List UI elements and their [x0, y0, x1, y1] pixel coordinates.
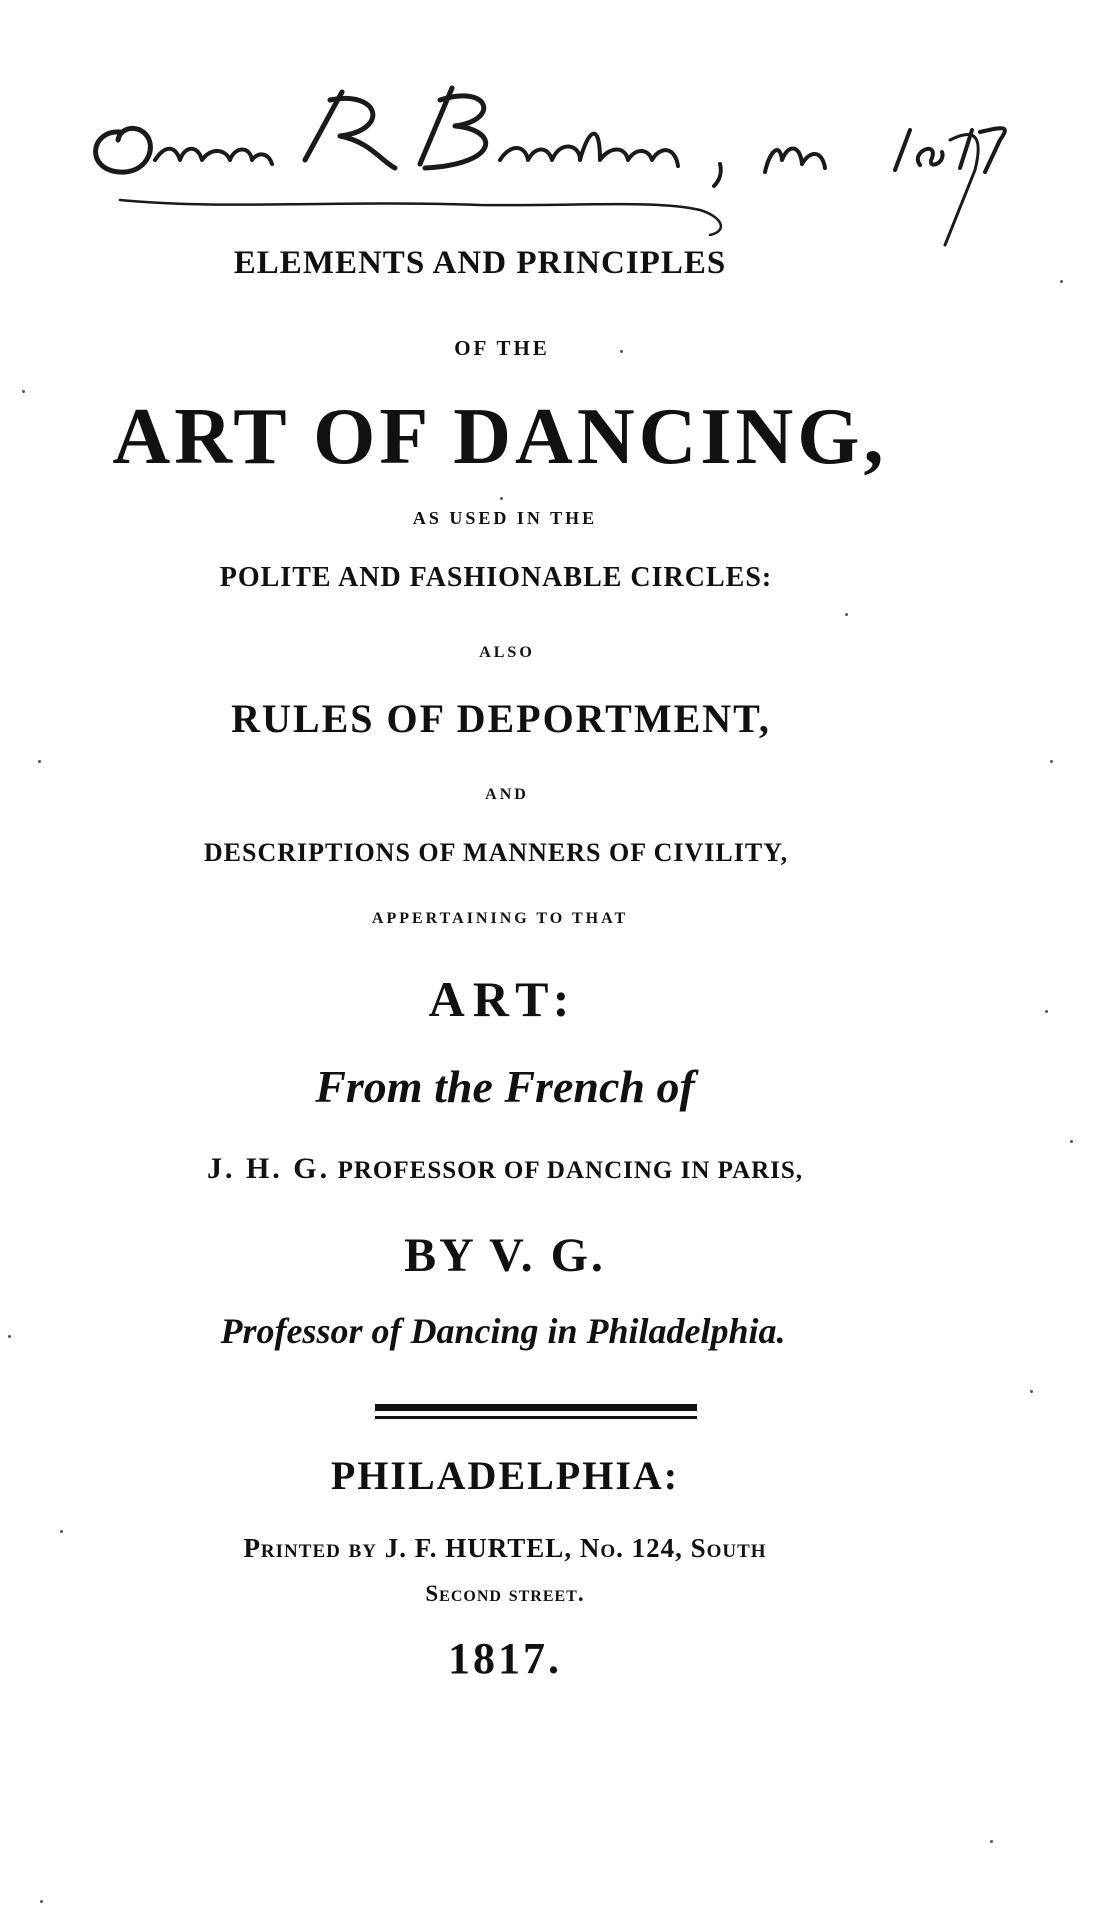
speck [1060, 280, 1063, 283]
attribution-by: BY V. G. [404, 1229, 606, 1282]
speck [1070, 1140, 1073, 1143]
original-author-role: PROFESSOR OF DANCING IN PARIS, [337, 1157, 804, 1184]
speck [845, 613, 848, 616]
title-line-5: POLITE AND FASHIONABLE CIRCLES: [219, 562, 773, 593]
imprint-city: PHILADELPHIA: [330, 1453, 680, 1498]
decorative-rule-thin [375, 1416, 697, 1419]
title-line-4: AS USED IN THE [412, 508, 598, 528]
title-line-7: RULES OF DEPORTMENT, [231, 696, 771, 741]
speck [1045, 1010, 1048, 1013]
attribution-author-role: Professor of Dancing in Philadelphia. [220, 1311, 786, 1351]
speck [40, 1900, 43, 1903]
attribution-original [0, 1152, 1010, 1186]
title-line-10: APPERTAINING TO THAT [371, 910, 629, 927]
original-author: J. H. G. [206, 1152, 331, 1185]
speck [500, 497, 503, 500]
speck [1050, 760, 1053, 763]
speck [60, 1530, 63, 1533]
attribution-from: From the French of [315, 1061, 695, 1112]
speck [38, 760, 41, 763]
imprint-printer-line-2: Second street. [425, 1581, 585, 1606]
title-line-9: DESCRIPTIONS OF MANNERS OF CIVILITY, [203, 838, 789, 867]
speck [8, 1335, 11, 1338]
title-line-2: OF THE [454, 336, 550, 360]
speck [990, 1840, 993, 1843]
imprint-printer-line-1: Printed by J. F. HURTEL, No. 124, South [243, 1533, 767, 1563]
speck [1030, 1390, 1033, 1393]
speck [620, 350, 623, 353]
title-main: ART OF DANCING, [112, 393, 888, 481]
title-line-8: AND [485, 786, 529, 803]
decorative-rule [375, 1404, 697, 1411]
title-line-11: ART: [428, 971, 578, 1027]
title-line-6: ALSO [479, 644, 535, 661]
title-line-1: ELEMENTS AND PRINCIPLES [233, 245, 727, 281]
speck [22, 390, 25, 393]
handwritten-signature [80, 60, 1080, 260]
imprint-year: 1817. [448, 1634, 562, 1683]
